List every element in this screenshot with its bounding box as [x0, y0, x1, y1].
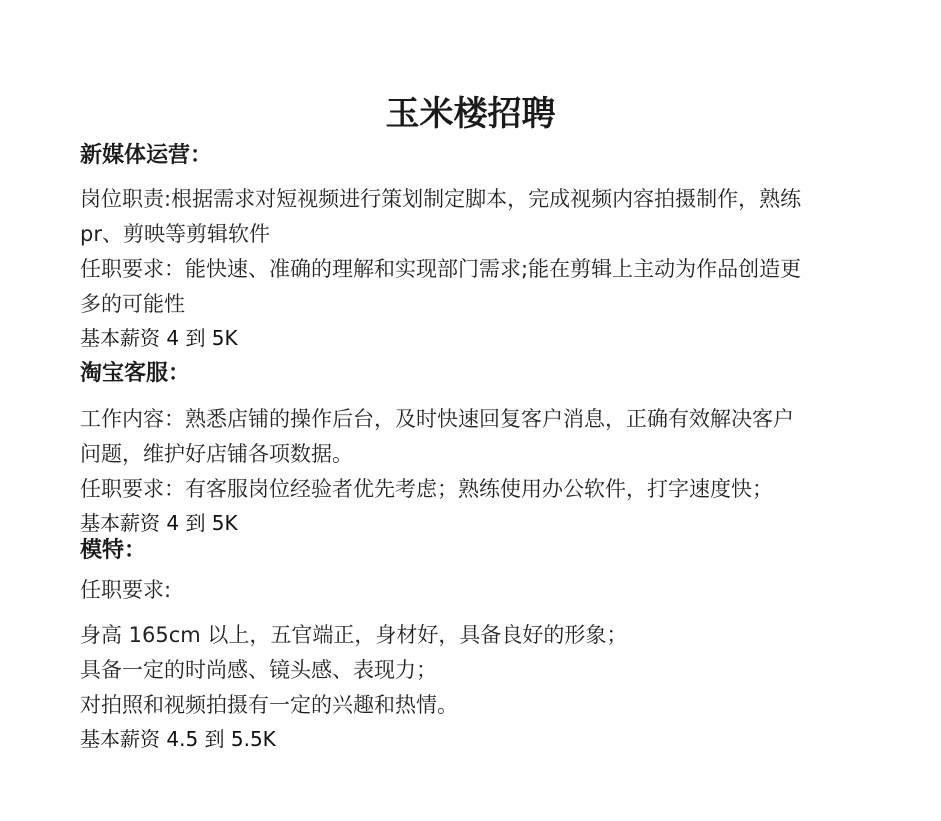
work-content-line-1: 工作内容：熟悉店铺的操作后台，及时快速回复客户消息，正确有效解决客户	[80, 407, 794, 431]
section-body	[80, 182, 901, 354]
work-content-line-2: 问题，维护好店铺各项数据。	[80, 442, 353, 466]
salary-text: 基本薪资 4 到 5K	[80, 326, 238, 350]
requirement-item-3: 对拍照和视频拍摄有一定的兴趣和热情。	[80, 693, 458, 717]
section-heading: 模特：	[80, 538, 147, 563]
duty-line-2: pr、剪映等剪辑软件	[80, 222, 270, 246]
section-model	[80, 535, 901, 755]
document-title: 玉米楼招聘	[385, 94, 556, 134]
section-body	[80, 402, 901, 539]
requirement-line-1: 任职要求：能快速、准确的理解和实现部门需求;能在剪辑上主动为作品创造更	[80, 257, 802, 281]
section-heading: 新媒体运营：	[80, 143, 213, 168]
section-new-media	[80, 140, 901, 354]
requirement-item-2: 具备一定的时尚感、镜头感、表现力；	[80, 658, 437, 682]
requirement-line-2: 多的可能性	[80, 292, 185, 316]
requirement-line: 任职要求：有客服岗位经验者优先考虑；熟练使用办公软件，打字速度快；	[80, 477, 773, 501]
salary-text: 基本薪资 4 到 5K	[80, 511, 238, 535]
section-heading: 淘宝客服：	[80, 361, 191, 386]
requirement-list	[80, 618, 901, 755]
section-taobao-service	[80, 358, 901, 539]
requirement-label: 任职要求:	[80, 578, 172, 602]
requirement-item-1: 身高 165cm 以上，五官端正，身材好，具备良好的形象；	[80, 623, 628, 647]
duty-line-1: 岗位职责:根据需求对短视频进行策划制定脚本，完成视频内容拍摄制作，熟练	[80, 187, 802, 211]
salary-text: 基本薪资 4.5 到 5.5K	[80, 727, 276, 751]
